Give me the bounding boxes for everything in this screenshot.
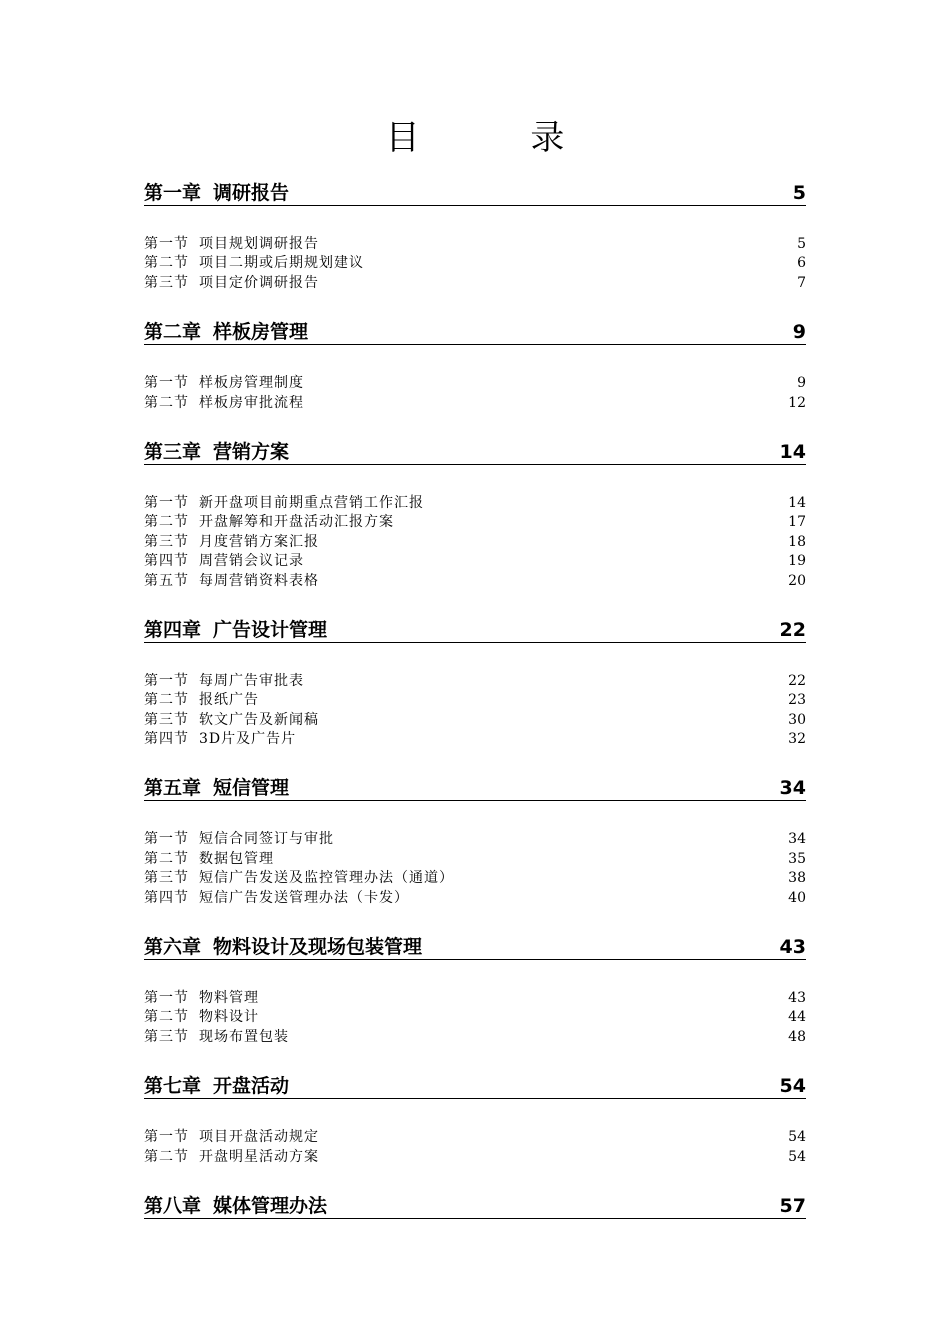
chapter-page-number: 14 [779, 440, 806, 463]
section-page-number: 9 [797, 375, 806, 392]
section-entry[interactable] [144, 889, 806, 908]
section-title: 项目定价调研报告 [199, 274, 319, 291]
section-page-number: 54 [788, 1129, 806, 1146]
section-heading [144, 254, 364, 273]
section-entry[interactable] [144, 989, 806, 1008]
section-entry[interactable] [144, 533, 806, 552]
section-title: 短信广告发送及监控管理办法（通道） [199, 870, 454, 887]
toc-title: 目 录 [385, 118, 615, 158]
section-page-number: 35 [788, 850, 806, 867]
section-page-number: 20 [788, 572, 806, 589]
section-title: 周营销会议记录 [199, 553, 304, 570]
chapter-heading [144, 1194, 327, 1218]
chapter-entry[interactable] [144, 615, 806, 643]
section-page-number: 44 [788, 1009, 806, 1026]
section-heading [144, 889, 409, 908]
section-title: 短信广告发送管理办法（卡发） [199, 889, 409, 906]
section-number: 第二节 [144, 692, 189, 709]
chapter-number: 第一章 [144, 182, 202, 204]
section-heading [144, 513, 394, 532]
section-list [144, 672, 806, 750]
chapter-number: 第二章 [144, 321, 202, 344]
section-heading [144, 869, 454, 888]
section-number: 第三节 [144, 274, 189, 291]
section-heading [144, 394, 304, 413]
section-number: 第二节 [144, 850, 189, 867]
section-page-number: 5 [797, 236, 806, 252]
chapter-title: 开盘活动 [213, 1075, 290, 1098]
section-number: 第四节 [144, 731, 189, 748]
section-entry[interactable] [144, 513, 806, 532]
section-heading [144, 494, 424, 513]
section-title: 每周广告审批表 [199, 672, 304, 689]
section-title: 软文广告及新闻稿 [199, 711, 319, 728]
section-page-number: 30 [788, 711, 806, 728]
section-list [144, 494, 806, 591]
chapter-entry[interactable] [144, 437, 806, 465]
section-heading [144, 374, 304, 393]
section-entry[interactable] [144, 1148, 806, 1167]
section-number: 第一节 [144, 375, 189, 392]
chapter-entry[interactable] [144, 317, 806, 345]
section-entry[interactable] [144, 494, 806, 513]
chapter-title: 物料设计及现场包装管理 [213, 936, 423, 959]
chapter-heading [144, 935, 422, 959]
section-page-number: 17 [788, 514, 806, 531]
chapter-entry[interactable] [144, 1071, 806, 1099]
section-entry[interactable] [144, 374, 806, 393]
section-title: 月度营销方案汇报 [199, 533, 319, 550]
section-entry[interactable] [144, 394, 806, 413]
section-list [144, 830, 806, 908]
section-title: 物料管理 [199, 990, 259, 1007]
chapter-entry[interactable] [144, 1191, 806, 1219]
section-heading [144, 691, 259, 710]
section-heading [144, 533, 319, 552]
chapter-heading [144, 618, 327, 642]
section-number: 第一节 [144, 1129, 189, 1146]
section-page-number: 7 [797, 274, 806, 291]
section-heading [144, 274, 319, 293]
section-number: 第一节 [144, 672, 189, 689]
section-number: 第一节 [144, 831, 189, 848]
section-list [144, 374, 806, 413]
chapter-page-number: 22 [779, 618, 806, 641]
chapter-number: 第八章 [144, 1194, 202, 1217]
section-number: 第三节 [144, 1028, 189, 1045]
chapter-page-number: 57 [779, 1194, 806, 1217]
section-page-number: 14 [788, 494, 806, 511]
section-number: 第四节 [144, 553, 189, 570]
section-entry[interactable] [144, 1128, 806, 1147]
section-list [144, 989, 806, 1047]
section-heading [144, 1028, 289, 1047]
section-number: 第二节 [144, 255, 189, 272]
section-title: 项目二期或后期规划建议 [199, 255, 364, 272]
section-number: 第二节 [144, 394, 189, 411]
chapter-entry[interactable] [144, 773, 806, 801]
section-number: 第五节 [144, 572, 189, 589]
table-of-contents [144, 178, 806, 1243]
section-page-number: 23 [788, 692, 806, 709]
section-number: 第二节 [144, 1148, 189, 1165]
section-heading [144, 572, 319, 591]
section-entry[interactable] [144, 711, 806, 730]
section-title: 每周营销资料表格 [199, 572, 319, 589]
section-heading [144, 830, 334, 849]
chapter-heading [144, 1074, 289, 1098]
chapter-entry[interactable] [144, 932, 806, 960]
section-entry[interactable] [144, 235, 806, 254]
chapter-number: 第六章 [144, 936, 202, 959]
chapter-page-number: 5 [792, 182, 806, 204]
chapter-title: 样板房管理 [213, 321, 309, 344]
section-heading [144, 1008, 259, 1027]
section-page-number: 43 [788, 990, 806, 1007]
section-page-number: 18 [788, 533, 806, 550]
section-list [144, 235, 806, 293]
section-title: 项目规划调研报告 [199, 236, 319, 252]
section-number: 第三节 [144, 870, 189, 887]
section-page-number: 40 [788, 889, 806, 906]
section-heading [144, 730, 296, 749]
chapter-title: 调研报告 [213, 182, 290, 204]
section-title: 项目开盘活动规定 [199, 1129, 319, 1146]
section-number: 第四节 [144, 889, 189, 906]
section-heading [144, 1148, 319, 1167]
section-page-number: 38 [788, 870, 806, 887]
section-title: 物料设计 [199, 1009, 259, 1026]
section-title: 现场布置包装 [199, 1028, 289, 1045]
section-entry[interactable] [144, 1028, 806, 1047]
section-number: 第三节 [144, 711, 189, 728]
chapter-heading [144, 320, 308, 344]
section-page-number: 22 [788, 672, 806, 689]
chapter-title: 短信管理 [213, 777, 290, 800]
section-heading [144, 672, 304, 691]
section-entry[interactable] [144, 274, 806, 293]
section-entry[interactable] [144, 572, 806, 591]
chapter-title: 媒体管理办法 [213, 1194, 328, 1217]
section-title: 样板房管理制度 [199, 375, 304, 392]
section-entry[interactable] [144, 730, 806, 749]
section-entry[interactable] [144, 1008, 806, 1027]
section-entry[interactable] [144, 254, 806, 273]
section-number: 第二节 [144, 1009, 189, 1026]
section-page-number: 6 [797, 255, 806, 272]
section-number: 第三节 [144, 533, 189, 550]
section-entry[interactable] [144, 672, 806, 691]
section-heading [144, 711, 319, 730]
section-title: 数据包管理 [199, 850, 274, 867]
section-heading [144, 235, 319, 254]
chapter-page-number: 43 [779, 936, 806, 959]
chapter-number: 第三章 [144, 440, 202, 463]
chapter-heading [144, 440, 289, 464]
section-heading [144, 850, 274, 869]
section-page-number: 32 [788, 731, 806, 748]
section-number: 第二节 [144, 514, 189, 531]
section-number: 第一节 [144, 236, 189, 252]
section-title: 短信合同签订与审批 [199, 831, 334, 848]
section-title: 3D片及广告片 [199, 731, 297, 748]
section-heading [144, 989, 259, 1008]
chapter-page-number: 9 [792, 321, 806, 344]
chapter-page-number: 54 [779, 1075, 806, 1098]
chapter-number: 第五章 [144, 777, 202, 800]
section-entry[interactable] [144, 691, 806, 710]
section-entry[interactable] [144, 850, 806, 869]
section-title: 新开盘项目前期重点营销工作汇报 [199, 494, 424, 511]
section-heading [144, 1128, 319, 1147]
chapter-number: 第七章 [144, 1075, 202, 1098]
section-page-number: 19 [788, 553, 806, 570]
section-page-number: 54 [788, 1148, 806, 1165]
chapter-heading [144, 776, 289, 800]
section-title: 样板房审批流程 [199, 394, 304, 411]
chapter-page-number: 34 [779, 777, 806, 800]
chapter-entry[interactable] [144, 178, 806, 206]
chapter-number: 第四章 [144, 618, 202, 641]
section-title: 开盘明星活动方案 [199, 1148, 319, 1165]
section-entry[interactable] [144, 552, 806, 571]
chapter-title: 广告设计管理 [213, 618, 328, 641]
section-list [144, 1128, 806, 1167]
chapter-heading [144, 181, 289, 205]
section-title: 报纸广告 [199, 692, 259, 709]
section-page-number: 12 [788, 394, 806, 411]
section-entry[interactable] [144, 869, 806, 888]
section-page-number: 34 [788, 831, 806, 848]
section-number: 第一节 [144, 990, 189, 1007]
section-heading [144, 552, 304, 571]
section-entry[interactable] [144, 830, 806, 849]
chapter-title: 营销方案 [213, 440, 290, 463]
section-title: 开盘解筹和开盘活动汇报方案 [199, 514, 394, 531]
section-number: 第一节 [144, 494, 189, 511]
section-page-number: 48 [788, 1028, 806, 1045]
